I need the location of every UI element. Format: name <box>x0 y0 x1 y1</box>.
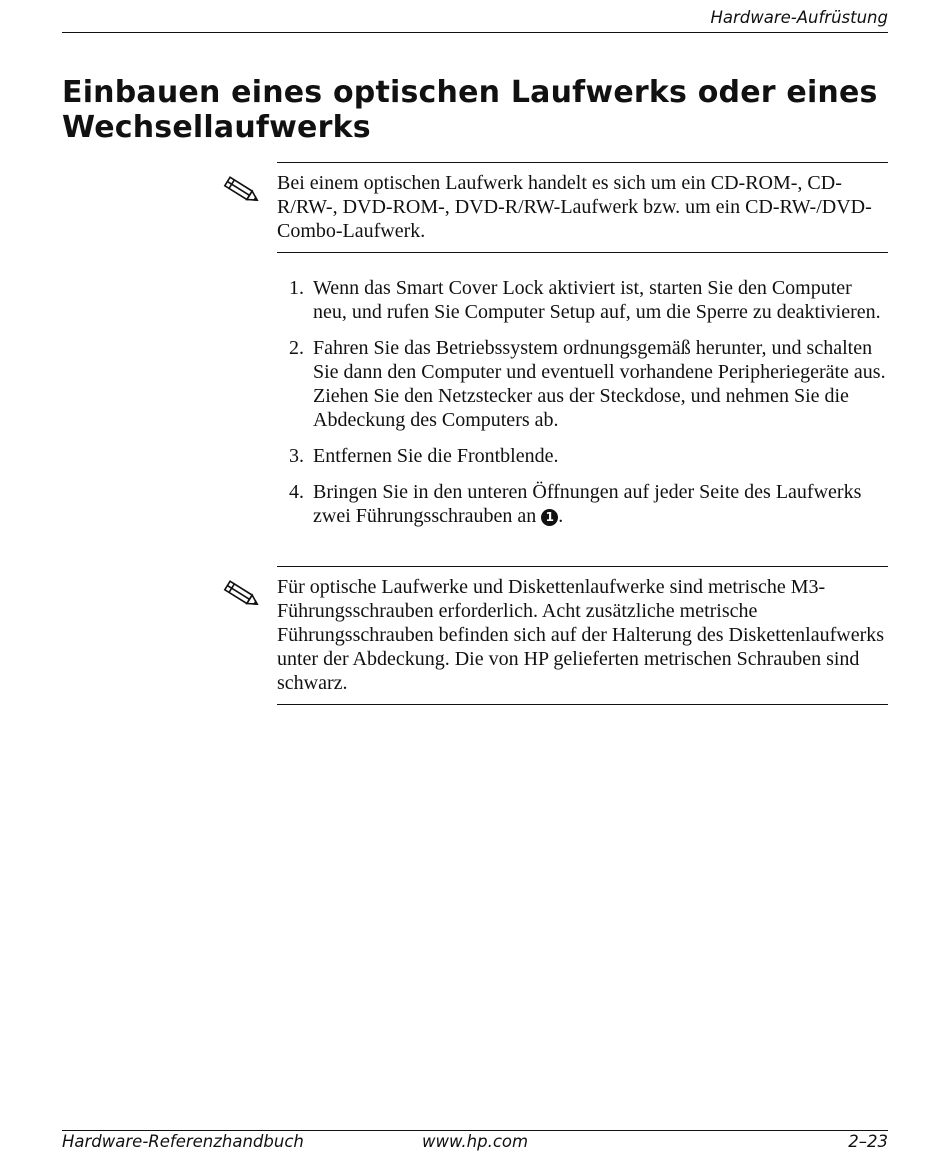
note-box <box>277 566 888 705</box>
step-number: 1. <box>289 277 304 299</box>
note-text: Bei einem optischen Laufwerk handelt es sich um ein CD-ROM-, CD-R/RW-, DVD-ROM-, DVD-R/RW-Laufwerk bzw. um ein CD-RW-/DVD-Combo-Laufwerk. <box>277 172 872 242</box>
note-text: Für optische Laufwerke und Diskettenlaufwerke sind metrische M3-Führungsschrauben erforderlich. Acht zusätzliche metrische Führungsschrauben befinden sich auf der Halterung des Diskettenlaufwerks unter der Abdeckung. Die von HP gelieferten metrischen Schrauben sind schwarz. <box>277 576 885 694</box>
running-header <box>62 6 888 33</box>
footer-url: www.hp.com <box>422 1132 529 1151</box>
step-number: 3. <box>289 445 304 467</box>
step-item <box>277 444 889 468</box>
note-box <box>277 162 888 253</box>
step-text-end: . <box>558 505 564 527</box>
pencil-note-icon <box>219 579 263 609</box>
pencil-note-icon <box>219 175 263 205</box>
step-number: 4. <box>289 481 304 503</box>
page-number: 2–23 <box>848 1132 888 1151</box>
footer-manual-title: Hardware-Referenzhandbuch <box>62 1132 304 1151</box>
section-title <box>62 75 888 145</box>
step-item <box>277 480 889 528</box>
step-text: Fahren Sie das Betriebssystem ordnungsgemäß herunter, und schalten Sie dann den Computer und eventuell vorhandene Peripheriegeräte aus. Ziehen Sie den Netzstecker aus der Steckdose, und nehmen Sie die Abdeckung des Computers ab. <box>313 337 886 431</box>
step-text: Bringen Sie in den unteren Öffnungen auf jeder Seite des Laufwerks zwei Führungsschrauben an <box>313 481 862 527</box>
page-footer <box>62 1130 888 1157</box>
step-list <box>277 276 889 540</box>
callout-number-icon: 1 <box>541 509 558 526</box>
step-text: Entfernen Sie die Frontblende. <box>313 445 559 467</box>
section-title-line1: Einbauen eines optischen Laufwerks oder eines <box>62 75 878 110</box>
step-text: Wenn das Smart Cover Lock aktiviert ist, starten Sie den Computer neu, und rufen Sie Computer Setup auf, um die Sperre zu deaktivieren. <box>313 277 881 323</box>
step-number: 2. <box>289 337 304 359</box>
step-item <box>277 276 889 324</box>
section-title-line2: Wechsellaufwerks <box>62 110 371 145</box>
running-title: Hardware-Aufrüstung <box>710 8 888 27</box>
step-item <box>277 336 889 432</box>
